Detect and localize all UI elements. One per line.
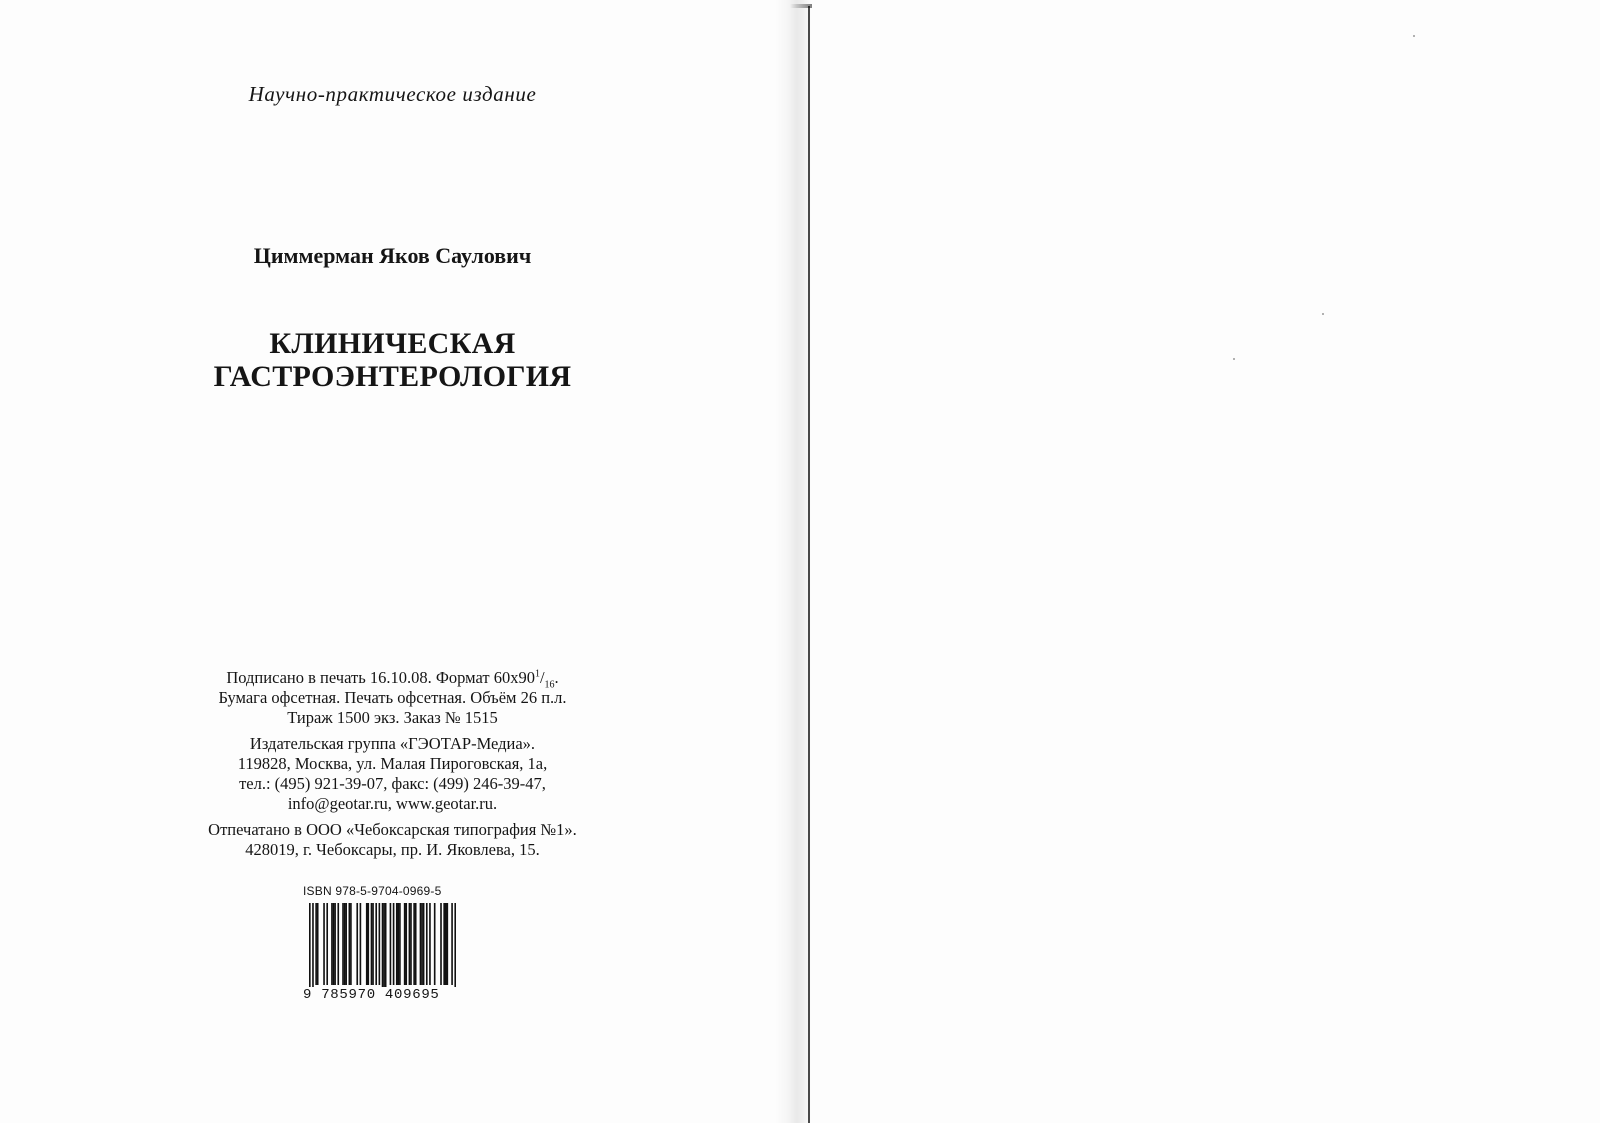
barcode-bar <box>334 903 336 985</box>
signed-to-print-text: Подписано в печать 16.10.08. Формат 60х90 <box>226 668 535 687</box>
barcode-bar <box>399 903 401 985</box>
barcode-bar <box>360 903 362 985</box>
printer-line: 428019, г. Чебоксары, пр. И. Яковлева, 15. <box>245 840 540 859</box>
barcode-bar <box>366 903 368 985</box>
book-title-line-2: ГАСТРОЭНТЕРОЛОГИЯ <box>213 360 572 393</box>
barcode-bar <box>413 903 415 985</box>
format-denominator: 16 <box>544 679 555 691</box>
barcode-bar <box>345 903 347 985</box>
barcode-bar <box>349 903 351 985</box>
page-gutter-shadow <box>775 0 811 1123</box>
barcode-bar <box>443 903 445 985</box>
barcode-bar <box>356 903 358 985</box>
publisher-line: тел.: (495) 921-39-07, факс: (499) 246-39-47, <box>239 774 546 793</box>
barcode-bar <box>445 903 447 985</box>
barcode-bar <box>440 903 442 985</box>
barcode-bar <box>333 903 335 985</box>
barcode-bar <box>326 903 328 985</box>
barcode-bar <box>385 903 387 995</box>
format-numerator: 1 <box>534 668 540 680</box>
barcode-bar <box>398 903 400 985</box>
publisher-line: 119828, Москва, ул. Малая Пироговская, 1а, <box>237 754 548 773</box>
barcode-digits: 9 785970 409695 <box>301 987 465 1003</box>
barcode-bar <box>404 903 406 985</box>
barcode-bar <box>454 903 456 995</box>
page-gutter-mark <box>790 4 812 8</box>
barcode-bar <box>393 903 395 985</box>
paper-line: Бумага офсетная. Печать офсетная. Объём 26 п.л. <box>218 688 567 707</box>
barcode-bar <box>451 903 453 985</box>
barcode-bar <box>344 903 346 985</box>
scan-speck <box>1322 313 1324 315</box>
barcode-bar <box>337 903 339 985</box>
barcode-bar <box>323 903 325 985</box>
barcode-bar <box>342 903 344 985</box>
barcode-bar <box>317 903 319 985</box>
author-name: Циммерман Яков Саулович <box>253 243 532 268</box>
print-run-line: Тираж 1500 экз. Заказ № 1515 <box>287 708 498 727</box>
edition-type: Научно-практическое издание <box>248 82 537 106</box>
barcode-bar <box>429 903 431 985</box>
print-details <box>0 668 785 728</box>
barcode-bar <box>315 903 317 985</box>
barcode-bar <box>372 903 374 985</box>
barcode-bar <box>415 903 417 985</box>
printer-line: Отпечатано в ООО «Чебоксарская типография №1». <box>208 820 577 839</box>
barcode-bar <box>421 903 423 985</box>
imprint-block <box>0 668 785 866</box>
signed-to-print-line <box>0 668 785 691</box>
barcode-bar <box>309 903 311 995</box>
isbn-label: ISBN 978-5-9704-0969-5 <box>303 884 442 898</box>
barcode-bar <box>367 903 369 985</box>
barcode-bar <box>379 903 381 985</box>
printer-details <box>0 820 785 860</box>
barcode-bar <box>375 903 377 985</box>
barcode-bar <box>390 903 392 985</box>
barcode-bar <box>350 903 352 985</box>
publisher-line: Издательская группа «ГЭОТАР-Медиа». <box>249 734 536 753</box>
barcode-bar <box>426 903 428 985</box>
right-page-blank <box>810 0 1600 1123</box>
barcode-bar <box>409 903 411 985</box>
scan-speck <box>1413 35 1415 37</box>
barcode-bar <box>410 903 412 985</box>
barcode-bar <box>331 903 333 985</box>
scan-speck <box>1233 358 1235 360</box>
book-title <box>0 327 785 393</box>
barcode-bar <box>405 903 407 985</box>
publisher-details <box>0 734 785 814</box>
publisher-line: info@geotar.ru, www.geotar.ru. <box>287 794 498 813</box>
barcode-bar <box>423 903 425 985</box>
barcode-bar <box>382 903 384 995</box>
barcode-bar <box>312 903 314 995</box>
barcode-bar <box>396 903 398 985</box>
format-end: . <box>554 668 559 687</box>
barcode-bar <box>420 903 422 985</box>
barcode-image <box>309 903 456 995</box>
barcode-bar <box>383 903 385 995</box>
barcode-bar <box>434 903 436 985</box>
book-title-line-1: КЛИНИЧЕСКАЯ <box>269 327 516 360</box>
barcode-bar <box>447 903 449 985</box>
barcode-bar <box>371 903 373 985</box>
format-separator: / <box>539 668 545 687</box>
